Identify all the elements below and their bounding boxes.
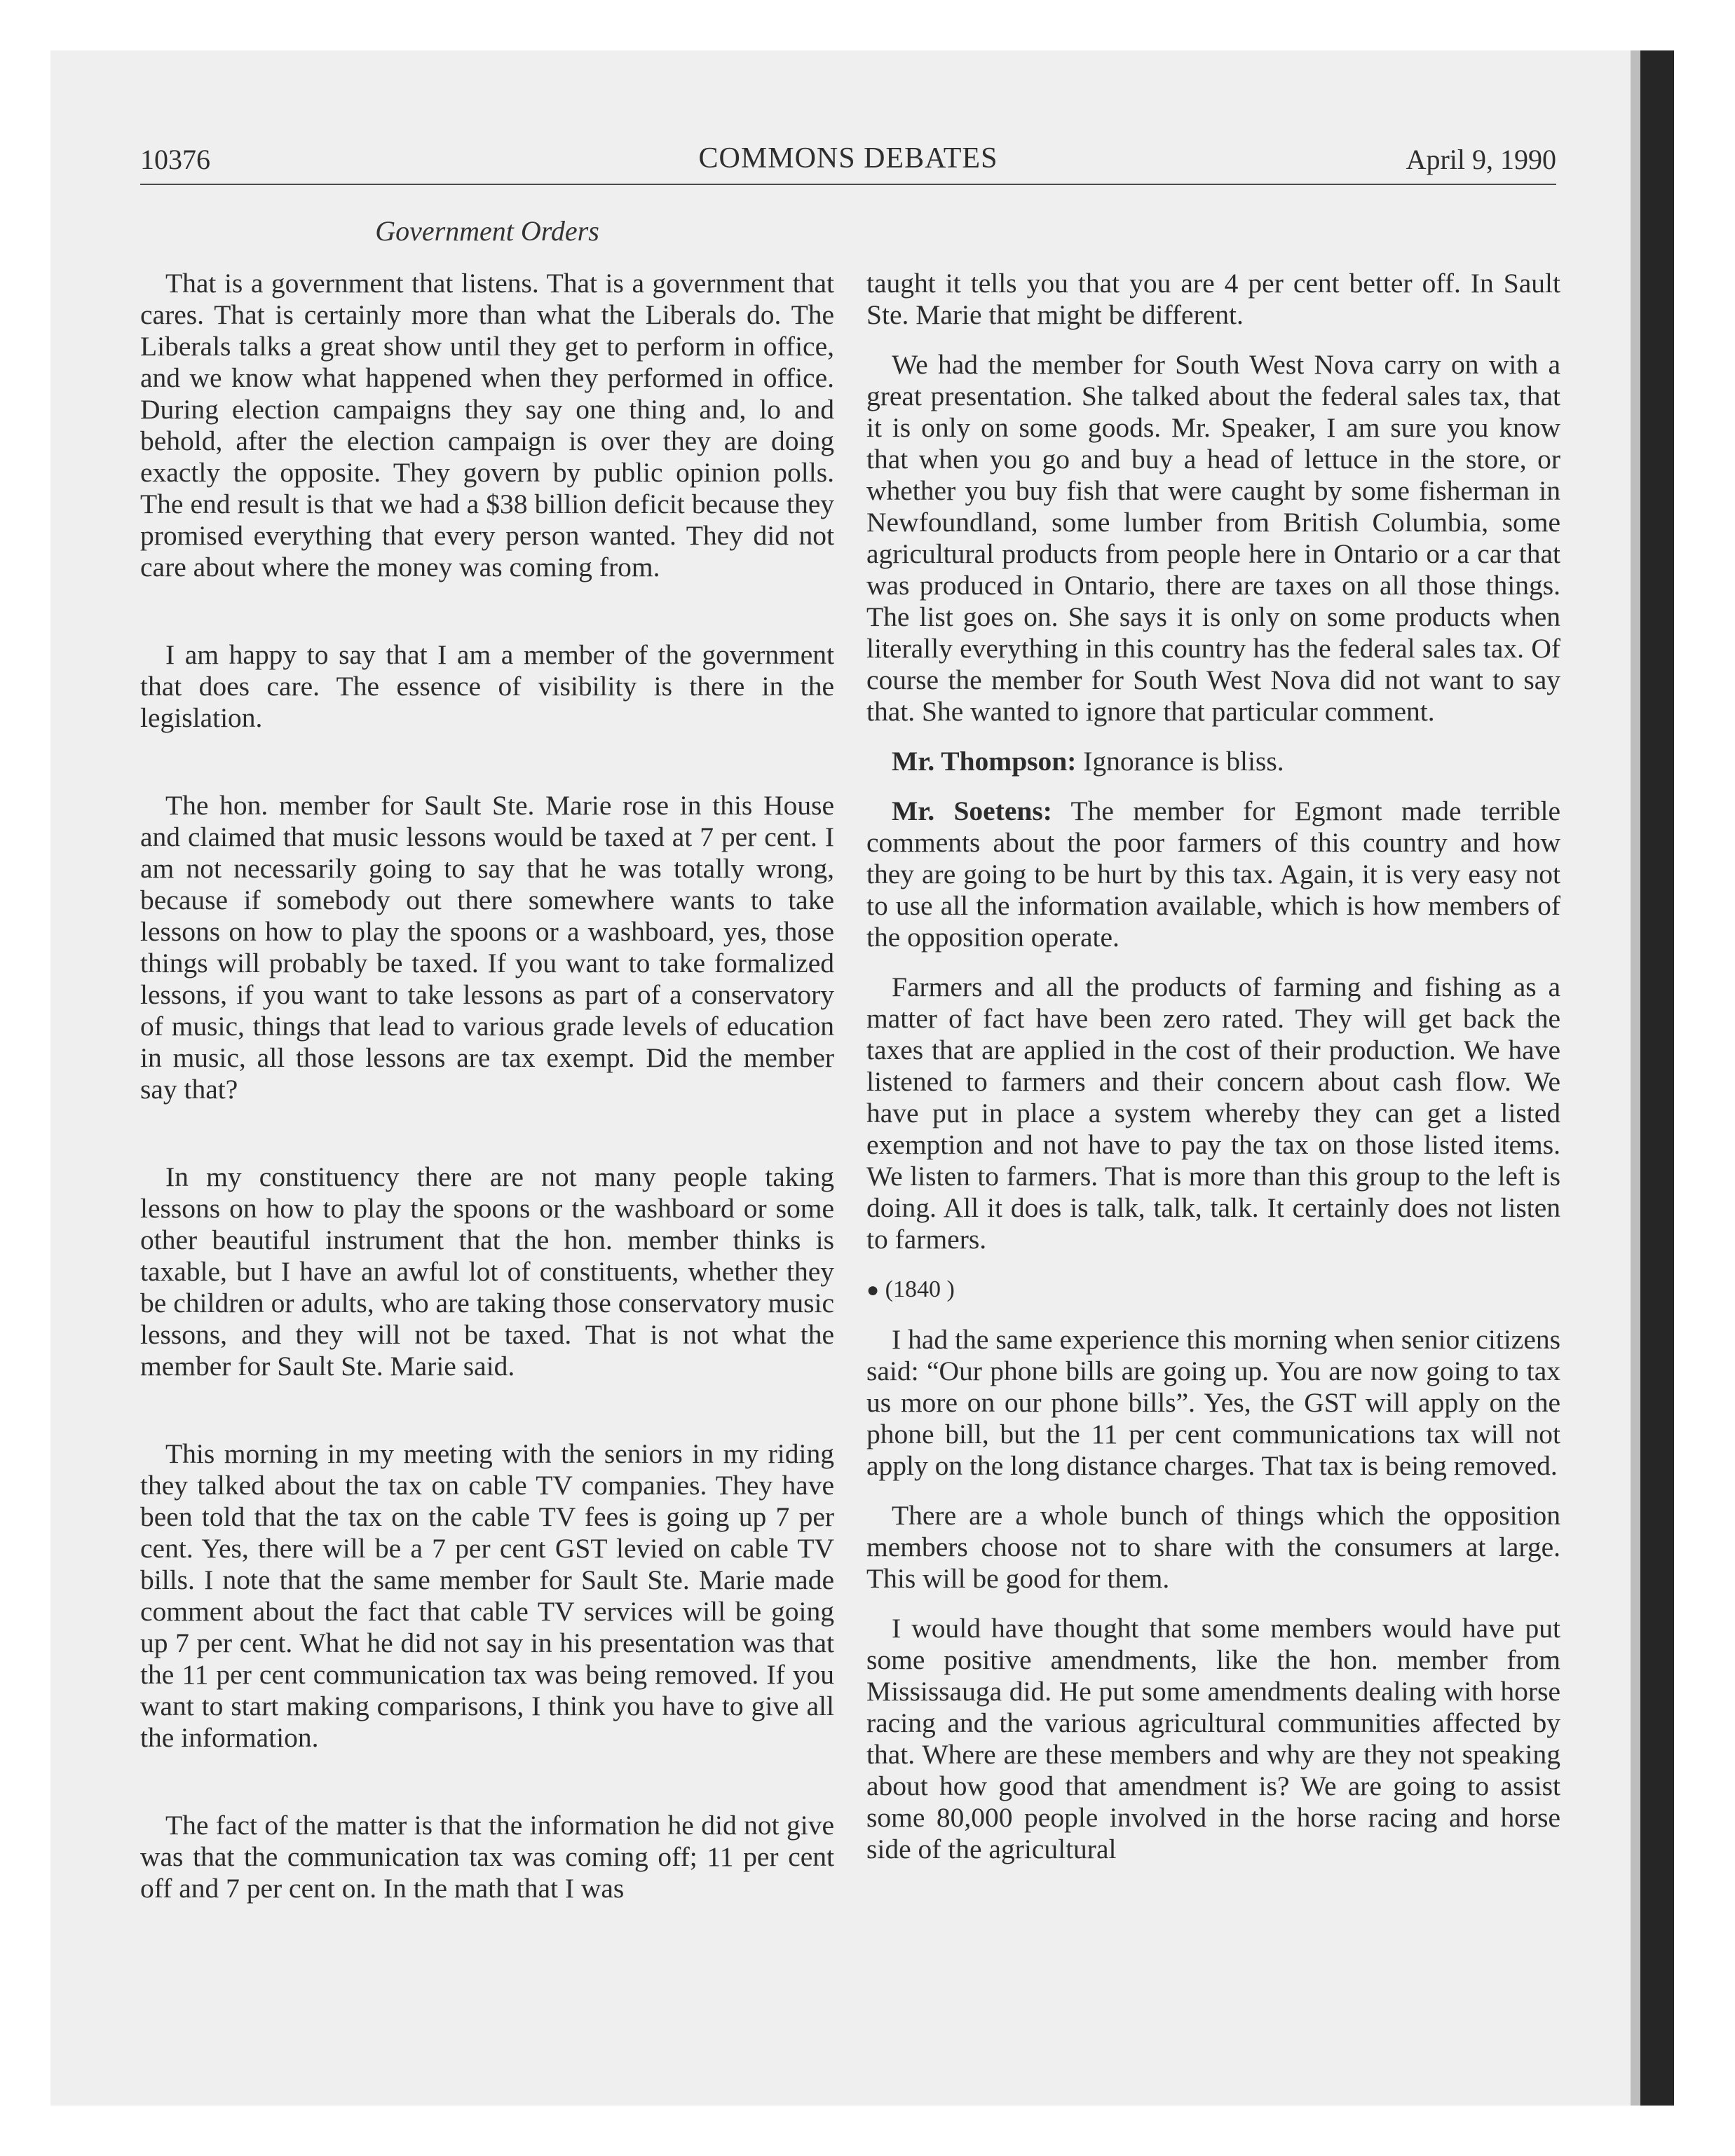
speech: [866, 796, 1560, 953]
time-marker-text: (1840 ): [885, 1276, 955, 1302]
paragraph: I am happy to say that I am a member of the government that does care. The essence of visibility is there in the legislation.: [140, 639, 834, 733]
paragraph: I had the same experience this morning when senior citizens said: “Our phone bills are going up. You are now going to tax us more on our phone bills”. Yes, the GST will apply on the phone bill, but the 11 per cent communications tax will not apply on the long distance charges. That tax is being removed.: [866, 1324, 1560, 1481]
paragraph: Farmers and all the products of farming and fishing as a matter of fact have been zero rated. They will get back the taxes that are applied in the cost of their production. We have listened to farmers and their concern about cash flow. We have put in place a system whereby they can get a listed exemption and not have to pay the tax on those listed items. We listen to farmers. That is more than this group to the left is doing. All it does is talk, talk, talk. It certainly does not listen to farmers.: [866, 971, 1560, 1255]
publication-date: April 9, 1990: [1406, 144, 1556, 175]
bullet-icon: ●: [866, 1278, 880, 1302]
speaker-name: Mr. Thompson:: [892, 746, 1077, 777]
paragraph: taught it tells you that you are 4 per cent better off. In Sault Ste. Marie that might be different.: [866, 268, 1560, 330]
paragraph: We had the member for South West Nova carry on with a great presentation. She talked about the federal sales tax, that it is only on some goods. Mr. Speaker, I am sure you know that when you go and buy a head of lettuce in the store, or whether you buy fish that were caught by some fisherman in Newfoundland, some lumber from British Columbia, some agricultural products from people here in Ontario or a car that was produced in Ontario, there are taxes on all those things. The list goes on. She says it is only on some products when literally everything in this country has the federal sales tax. Of course the member for South West Nova did not want to say that. She wanted to ignore that particular comment.: [866, 349, 1560, 727]
paragraph: The fact of the matter is that the information he did not give was that the communication tax was coming off; 11 per cent off and 7 per cent on. In the math that I was: [140, 1810, 834, 1904]
time-marker: [866, 1274, 1560, 1306]
left-column: [140, 268, 834, 1960]
binding-edge: [1640, 50, 1674, 2106]
paragraph: I would have thought that some members would have put some positive amendments, like the hon. member from Mississauga did. He put some amendments dealing with horse racing and the various agricultural communities affected by that. Where are these members and why are they not speaking about how good that amendment is? We are going to assist some 80,000 people involved in the horse racing and horse side of the agricultural: [866, 1613, 1560, 1864]
paragraph: The hon. member for Sault Ste. Marie rose in this House and claimed that music lessons would be taxed at 7 per cent. I am not necessarily going to say that he was totally wrong, because if somebody out there somewhere wants to take lessons on how to play the spoons or a washboard, yes, those things will probably be taxed. If you want to take formalized lessons, if you want to take lessons as part of a conservatory of music, things that lead to various grade levels of education in music, all those lessons are tax exempt. Did the member say that?: [140, 790, 834, 1105]
speech-text: The member for Egmont made terrible comments about the poor farmers of this country and how they are going to be hurt by this tax. Again, it is very easy not to use all the information available, which is how members of the opposition operate.: [866, 796, 1560, 953]
paragraph: That is a government that listens. That is a government that cares. That is certainly more than what the Liberals do. The Liberals talks a great show until they get to perform in office, and we know what happened when they performed in office. During election campaigns they say one thing and, lo and behold, after the election campaign is over they are doing exactly the opposite. They govern by public opinion polls. The end result is that we had a $38 billion deficit because they promised everything that every person wanted. They did not care about where the money was coming from.: [140, 268, 834, 582]
page-number: 10376: [140, 144, 210, 175]
speech: [866, 746, 1560, 777]
speaker-name: Mr. Soetens:: [892, 796, 1052, 826]
paragraph: There are a whole bunch of things which the opposition members choose not to share with the consumers at large. This will be good for them.: [866, 1500, 1560, 1594]
speech-text: Ignorance is bliss.: [1083, 746, 1284, 777]
right-column: [866, 268, 1560, 1883]
publication-title: COMMONS DEBATES: [698, 142, 998, 175]
header-rule: [140, 184, 1556, 185]
paragraph: In my constituency there are not many people taking lessons on how to play the spoons or the washboard or some other beautiful instrument that the hon. member thinks is taxable, but I have an awful lot of constituents, whether they be children or adults, who are taking those conservatory music lessons, and they will not be taxed. That is not what the member for Sault Ste. Marie said.: [140, 1161, 834, 1381]
paragraph: This morning in my meeting with the seniors in my riding they talked about the tax on cable TV companies. They have been told that the tax on the cable TV fees is going up 7 per cent. Yes, there will be a 7 per cent GST levied on cable TV bills. I note that the same member for Sault Ste. Marie made comment about the fact that cable TV services will be going up 7 per cent. What he did not say in his presentation was that the 11 per cent communication tax was being removed. If you want to start making comparisons, I think you have to give all the information.: [140, 1438, 834, 1753]
section-heading: Government Orders: [375, 215, 599, 247]
page-header: [140, 137, 1556, 182]
